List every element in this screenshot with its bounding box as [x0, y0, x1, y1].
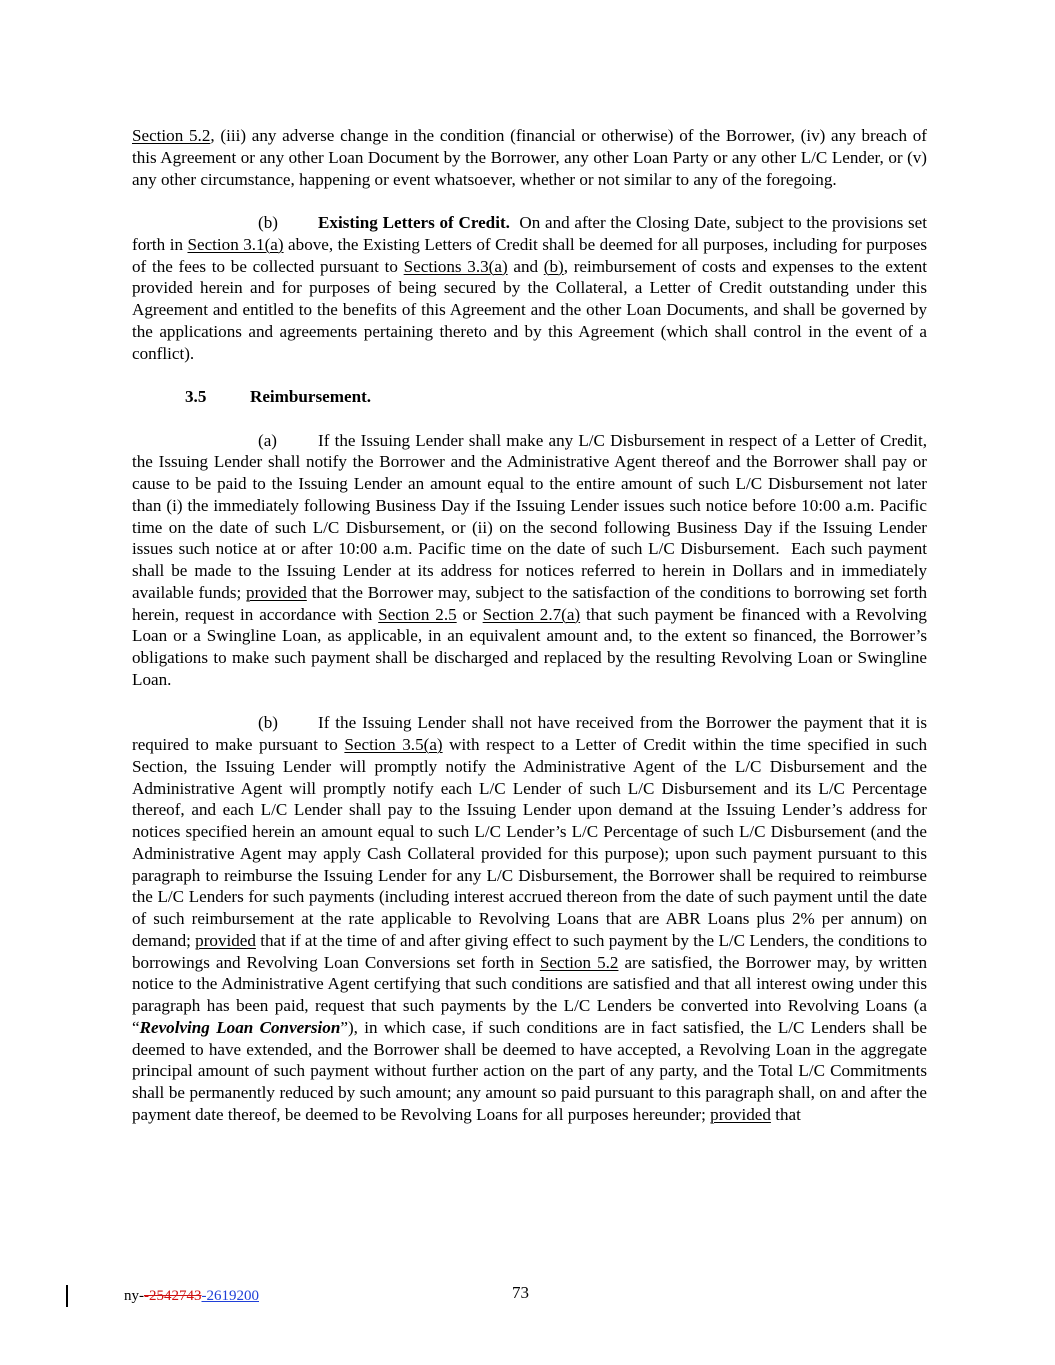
- clause-label: (b): [258, 213, 278, 232]
- section-reference: Sections 3.3(a): [403, 256, 508, 276]
- section-reference: (b): [543, 256, 564, 276]
- page-footer: [0, 1283, 1055, 1313]
- page-number: 73: [512, 1283, 529, 1302]
- section-number: 3.5: [185, 387, 207, 406]
- clause-label: (a): [258, 430, 277, 450]
- defined-term-provided: provided: [195, 930, 256, 950]
- paragraph-continued: Section 5.2, (iii) any adverse change in the condition (financial or otherwise) of the Borrower, (iv) any breach of this Agreement or any other Loan Document by the Borrower, any other Loan Party or any other L/C Lender, or (v) any other circumstance, happening or event whatsoever, whether or not similar to any of the foregoing.: [132, 126, 927, 189]
- revision-change-bar: [66, 1285, 68, 1307]
- paragraph-reimbursement-a: (a) If the Issuing Lender shall make any L/C Disbursement in respect of a Letter of Credit, the Issuing Lender shall notify the Borrower and the Administrative Agent thereof and the Borrower shall pay or cause to be paid to the Issuing Lender an amount equal to the entire amount of such L/C Disbursement not later than (i) the immediately following Business Day if the Issuing Lender issues such notice before 10:00 a.m. Pacific time on the date of such L/C Disbursement, or (ii) on the second following Business Day if the Issuing Lender issues such notice at or after 10:00 a.m. Pacific time on the date of such L/C Disbursement. Each such payment shall be made to the Issuing Lender at its address for notices referred to herein in Dollars and in immediately available funds; provided that the Borrower may, subject to the satisfaction of the conditions to borrowing set forth herein, request in accordance with Section 2.5 or Section 2.7(a) that such payment be financed with a Revolving Loan or a Swingline Loan, as applicable, in an equivalent amount and, to the extent so financed, the Borrower’s obligations to make such payment shall be discharged and replaced by the resulting Revolving Loan or Swingline Loan.: [132, 430, 932, 689]
- section-reference: Section 2.5: [378, 604, 457, 624]
- section-reference: Section 3.5(a): [344, 735, 443, 754]
- document-body: [132, 125, 932, 1126]
- clause-caption: Existing Letters of Credit.: [318, 213, 510, 232]
- defined-term: Revolving Loan Conversion: [139, 1017, 341, 1037]
- deleted-text: -2542743: [144, 1288, 202, 1304]
- section-heading: [132, 386, 927, 408]
- section-reference: Section 2.7(a): [482, 604, 581, 624]
- section-reference: Section 3.1(a): [187, 234, 284, 254]
- paragraph-existing-letters-of-credit: (b) Existing Letters of Credit. On and after the Closing Date, subject to the provisions set forth in Section 3.1(a) above, the Existing Letters of Credit shall be deemed for all purposes, including for purposes of the fees to be collected pursuant to Sections 3.3(a) and (b), reimbursement of costs and expenses to the extent provided herein and for purposes of being secured by the Collateral, a Letter of Credit outstanding under this Agreement and entitled to the benefits of this Agreement and the other Loan Documents, and shall be governed by the applications and agreements pertaining thereto and by this Agreement (which shall control in the event of a conflict).: [132, 213, 932, 363]
- defined-term-provided: provided: [246, 582, 307, 602]
- paragraph-reimbursement-b: (b) If the Issuing Lender shall not have received from the Borrower the payment that it is required to make pursuant to Section 3.5(a) with respect to a Letter of Credit within the time specified in such Section, the Issuing Lender will promptly notify the Administrative Agent of the L/C Disbursement and the Administrative Agent will promptly notify each L/C Lender of such L/C Disbursement and its L/C Percentage thereof, and each L/C Lender shall pay to the Issuing Lender upon demand at the Issuing Lender’s address for notices specified herein an amount equal to such L/C Lender’s L/C Percentage of such L/C Disbursement (and the Administrative Agent may apply Cash Collateral provided for this purpose); upon such payment pursuant to this paragraph to reimburse the Issuing Lender for any L/C Disbursement, the Borrower shall be required to reimburse the L/C Lenders for such payments (including interest accrued thereon from the date of such payment until the date of such reimbursement at the rate applicable to Revolving Loans that are ABR Loans plus 2% per annum) on demand; provided that if at the time of and after giving effect to such payment by the L/C Lenders, the conditions to borrowings and Revolving Loan Conversions set forth in Section 5.2 are satisfied, the Borrower may, by written notice to the Administrative Agent certifying that such conditions are satisfied and that all interest owing under this paragraph has been paid, request that such payments by the L/C Lenders be converted into Revolving Loans (a “Revolving Loan Conversion”), in which case, if such conditions are in fact satisfied, the L/C Lenders shall be deemed to have extended, and the Borrower shall be deemed to have accepted, a Revolving Loan in the aggregate principal amount of such payment without further action on the part of any party, and the Total L/C Commitments shall be permanently reduced by such amount; any amount so paid pursuant to this paragraph shall, on and after the payment date thereof, be deemed to be Revolving Loans for all purposes hereunder; provided that: [132, 713, 927, 1124]
- section-reference: Section 5.2: [132, 126, 211, 145]
- section-reference: Section 5.2: [539, 952, 619, 972]
- defined-term-provided: provided: [710, 1104, 771, 1124]
- clause-label: (b): [258, 713, 278, 733]
- document-id: ny--2542743-2619200: [124, 1288, 259, 1304]
- inserted-text: -2619200: [201, 1288, 259, 1304]
- section-title: Reimbursement.: [250, 387, 372, 406]
